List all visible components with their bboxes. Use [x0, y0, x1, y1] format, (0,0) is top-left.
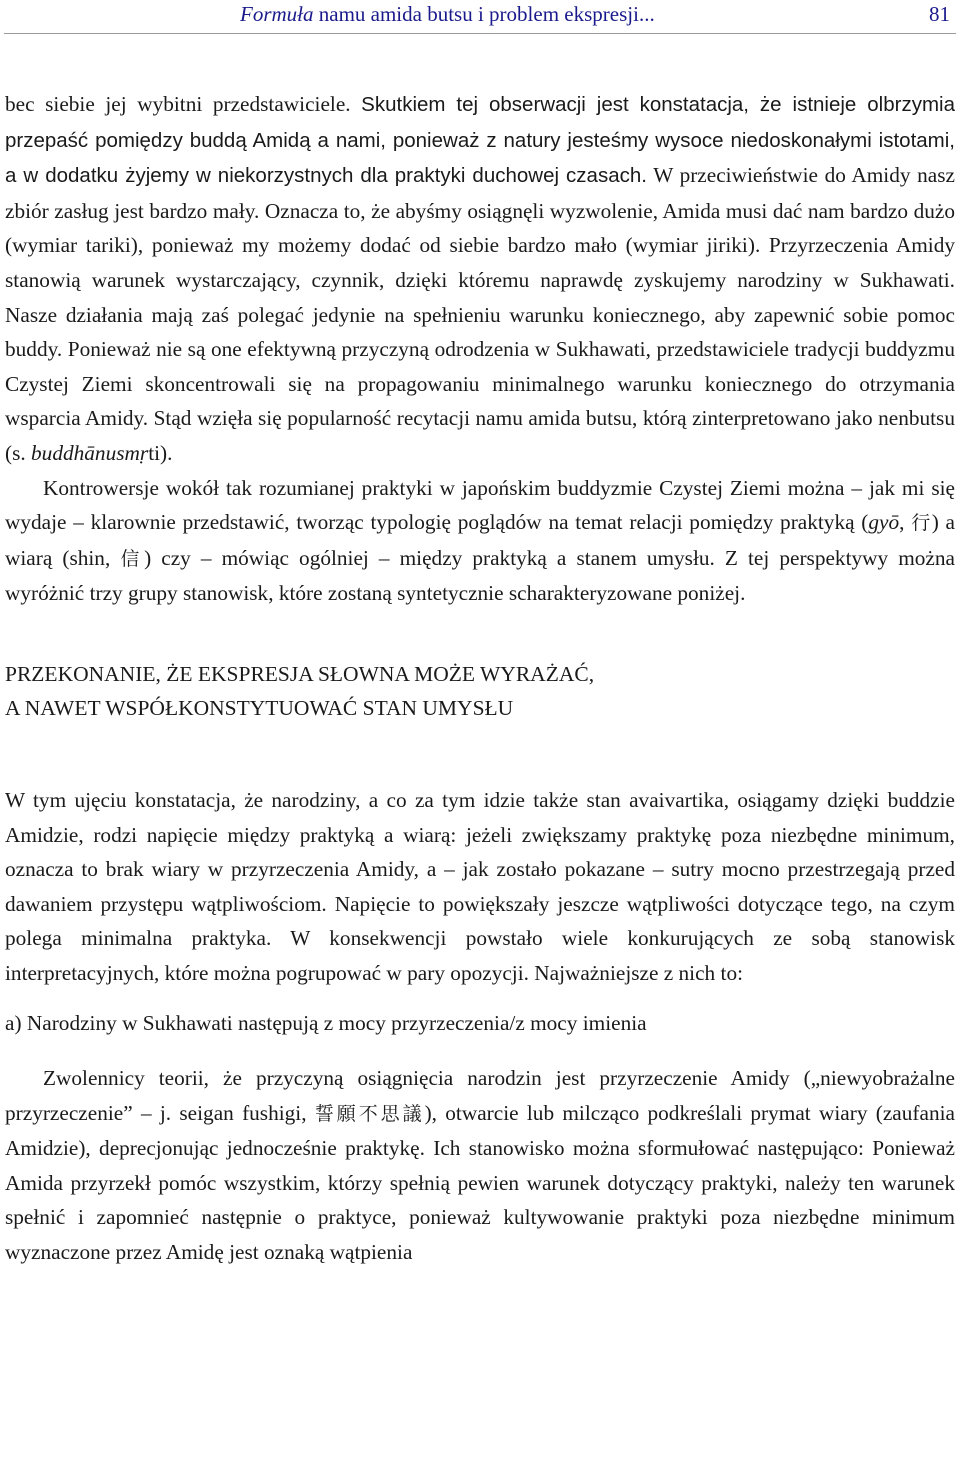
paragraph-1	[5, 87, 955, 471]
paragraph-4	[5, 1061, 955, 1270]
running-title-italic: Formuła	[240, 2, 314, 26]
paragraph-2-c: ,	[899, 510, 912, 535]
paragraph-1-serif-c: W przeciwieństwie do Amidy nasz zbiór zasług jest bardzo mały.	[5, 163, 955, 223]
section-heading-line-1: PRZEKONANIE, ŻE EKSPRESJA SŁOWNA MOŻE WYRAŻAĆ,	[5, 661, 595, 686]
section-heading-line-2: A NAWET WSPÓŁKONSTYTUOWAĆ STAN UMYSŁU	[5, 695, 514, 720]
paragraph-4-c: ), otwarcie lub milcząco podkreślali prymat wiary (zaufania Amidzie), deprecjonując jednocześnie praktykę. Ich stanowisko można sformułować następująco: Ponieważ Amida przyrzekł pomóc wszystkim, którzy spełnią pewien warunek dotyczący praktyki, należy ten warunek spełnić i zapomnieć następnie o praktyce, ponieważ kultywowanie praktyki poza niezbędne minimum wyznaczone przez Amidę jest oznaką wątpienia	[5, 1100, 955, 1265]
paragraph-3: W tym ujęciu konstatacja, że narodziny, a co za tym idzie także stan avaivartika, osiągamy dzięki buddzie Amidzie, rodzi napięcie między praktyką a wiarą: jeżeli zwiększamy praktykę poza niezbędne minimum, oznacza to brak wiary w przyrzeczenia Amidy, a – jak zostało pokazane – sutry mocno przestrzegają przed dawaniem przystępu wątpliwościom. Napięcie to powiększały jeszcze wątpliwości dotyczące tego, na czym polega minimalna praktyka. W konsekwencji powstało wiele konkurujących ze sobą stanowisk interpretacyjnych, które można pogrupować w pary opozycji. Najważniejsze z nich to:	[5, 787, 955, 985]
running-title	[240, 2, 655, 27]
list-item-a: a) Narodziny w Sukhawati następują z mocy przyrzeczenia/z mocy imienia	[5, 1011, 647, 1036]
header-divider	[4, 33, 956, 34]
paragraph-1-sans-b: Skutkiem tej obserwacji jest konstatacja, że istnieje olbrzymia przepaść pomiędzy buddą Amidą a nami, ponieważ z natury jesteśmy wysoce niedoskonałymi istotami, a w dodatku żyjemy w niekorzystnych dla praktyki duchowej czasach.	[5, 93, 955, 188]
page-number: 81	[929, 2, 950, 26]
paragraph-4-kanji-seigan-fushigi: 誓願不思議	[314, 1102, 425, 1125]
paragraph-2-a: Kontrowersje wokół tak rozumianej praktyki w japońskim buddyzmie Czystej Ziemi można – jak mi się wydaje – klarownie przedstawić, tworząc typologię poglądów na temat relacji pomiędzy praktyką (	[5, 475, 955, 535]
paragraph-2-kanji-gyo: 行	[911, 512, 932, 535]
main-text	[5, 87, 955, 1270]
section-heading	[5, 657, 955, 725]
paragraph-1-serif-d: Oznacza to, że abyśmy osiągnęli wyzwolenie, Amida musi dać nam bardzo dużo (wymiar tariki), ponieważ my możemy dodać od siebie bardzo mało (wymiar jiriki). Przyrzeczenia Amidy stanowią warunek wystarczający, czynnik, dzięki któremu naprawdę zyskujemy narodziny w Sukhawati. Nasze działania mają zaś polegać jedynie na spełnieniu warunku koniecznego, aby zapewnić sobie pomoc buddy. Ponieważ nie są one efektywną przyczyną odrodzenia w Sukhawati, przedstawiciele tradycji buddyzmu Czystej Ziemi skoncentrowali się na propagowaniu minimalnego warunku koniecznego do otrzymania wsparcia Amidy. Stąd wzięła się popularność recytacji namu amida butsu, którą zinterpretowano jako nenbutsu (s.	[5, 198, 956, 465]
paragraph-2-e: ) a wiarą (shin,	[5, 510, 955, 570]
running-title-rest: namu amida butsu i problem ekspresji...	[313, 2, 655, 26]
paragraph-2	[5, 471, 955, 611]
paragraph-2-italic-gyo: gyō	[868, 510, 900, 535]
paragraph-1-end: ti).	[148, 440, 173, 465]
paragraph-2-kanji-shin: 信	[120, 547, 145, 570]
paragraph-4-a: Zwolennicy teorii, że przyczyną osiągnięcia narodzin jest przyrzeczenie Amidy („niewyobrażalne przyrzeczenie” – j. seigan fushigi,	[5, 1066, 955, 1125]
running-header	[0, 0, 960, 30]
paragraph-1-serif-a: bec siebie jej wybitni przedstawiciele.	[5, 92, 362, 116]
paragraph-1-italic-term: buddhānusmṛ	[31, 440, 149, 465]
paragraph-2-g: ) czy – mówiąc ogólniej – między praktyką a stanem umysłu. Z tej perspektywy można wyróżnić trzy grupy stanowisk, które zostaną syntetycznie scharakteryzowane poniżej.	[5, 545, 955, 606]
